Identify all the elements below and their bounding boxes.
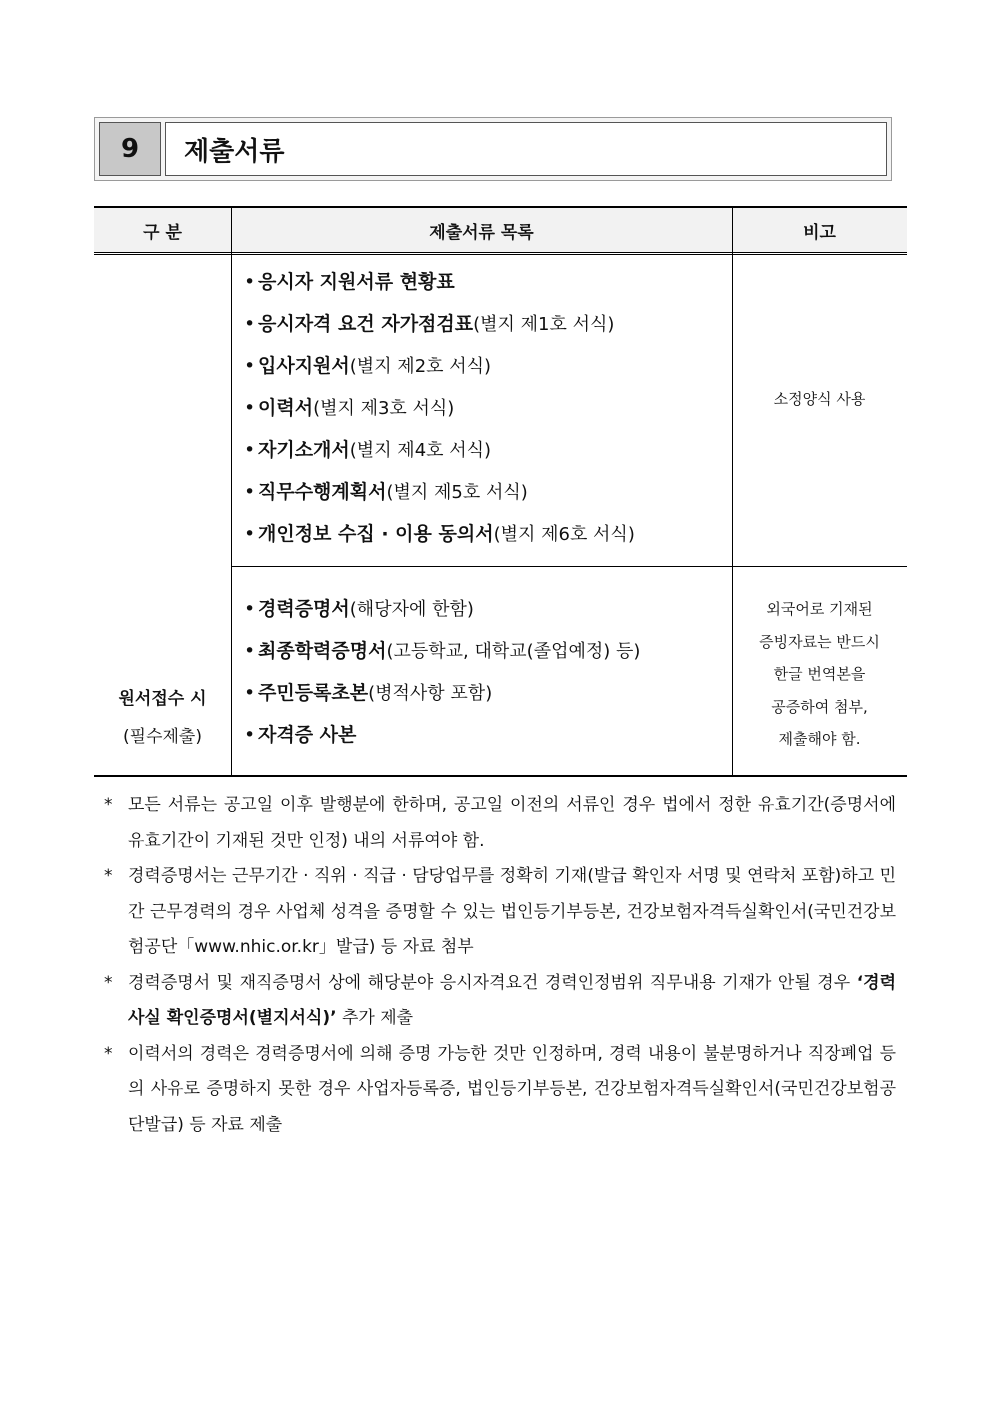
footnote [104,1037,896,1144]
category-sublabel: (필수제출) [123,727,202,747]
list-item: • 자격증 사본 [244,724,357,746]
footnotes [104,788,896,1143]
footnote-text: 모든 서류는 공고일 이후 발행분에 한하며, 공고일 이전의 서류인 경우 법에서 정한 유효기간(증명서에 유효기간이 기재된 것만 인정) 내의 서류여야 함. [128,795,896,851]
list-item: • 최종학력증명서(고등학교, 대학교(졸업예정) 등) [244,640,641,662]
footnote-emphasis: ‘경력사실 확인증명서(별지서식)’ [128,972,896,1028]
remark-line: 공증하여 첨부, [771,697,868,716]
footnote-text: 이력서의 경력은 경력증명서에 의해 증명 가능한 것만 인정하며, 경력 내용이 불분명하거나 직장폐업 등의 사유로 증명하지 못한 경우 사업자등록증, 법인등기부등본, 건강보험자격득실확인서(국민건강보험공단발급) 등 자료 제출 [128,1043,896,1135]
list-item: • 개인정보 수집 · 이용 동의서(별지 제6호 서식) [244,523,635,545]
header-documents: 제출서류 목록 [429,222,534,243]
footnote [104,859,896,966]
footnote-marker: * [104,972,113,993]
list-item: • 입사지원서(별지 제2호 서식) [244,355,492,377]
remark-line: 증빙자료는 반드시 [759,632,880,651]
footnote-text: 경력증명서 및 재직증명서 상에 해당분야 응시자격요건 경력인정범위 직무내용 기재가 안될 경우 [128,972,857,993]
remark-form-usage: 소정양식 사용 [773,390,866,408]
footnote [104,966,896,1037]
required-documents-list [244,261,635,555]
remark-line: 제출해야 함. [778,730,861,748]
footnote-marker: * [104,1043,113,1064]
header-divider [94,252,907,255]
table-header [94,208,907,252]
remark-line: 외국어로 기재된 [766,600,873,618]
column-divider [231,208,232,775]
footnote-marker: * [104,866,113,886]
row-divider [231,566,907,567]
list-item: • 경력증명서(해당자에 한함) [244,598,474,620]
list-item: • 이력서(별지 제3호 서식) [244,397,455,419]
category-cell [94,680,231,756]
list-item: • 주민등록초본(병적사항 포함) [244,682,493,704]
list-item: • 자기소개서(별지 제4호 서식) [244,439,492,461]
header-remarks: 비고 [803,222,836,243]
remark-translation [732,593,907,756]
remark-line: 한글 번역본을 [773,665,866,683]
section-number: 9 [99,122,161,176]
list-item: • 응시자 지원서류 현황표 [244,271,455,293]
list-item: • 응시자격 요건 자가점검표(별지 제1호 서식) [244,313,615,335]
section-header [94,117,892,181]
footnote-text: 경력증명서는 근무기간 · 직위 · 직급 · 담당업무를 정확히 기재(발급 확인자 서명 및 연락처 포함)하고 민간 근무경력의 경우 사업체 성격을 증명할 수 있는 법인등기부등본, 건강보험자격득실확인서(국민건강보험공단「www.nhic.or.kr」발급) 등 자료 첨부 [128,866,896,957]
footnote-text: 추가 제출 [336,1008,414,1028]
additional-documents-list [244,588,640,756]
footnote [104,788,896,859]
documents-table [94,206,907,777]
footnote-marker: * [104,795,113,815]
category-label: 원서접수 시 [118,689,207,709]
list-item: • 직무수행계획서(별지 제5호 서식) [244,481,528,503]
header-category: 구 분 [143,222,182,243]
section-title: 제출서류 [165,122,887,176]
